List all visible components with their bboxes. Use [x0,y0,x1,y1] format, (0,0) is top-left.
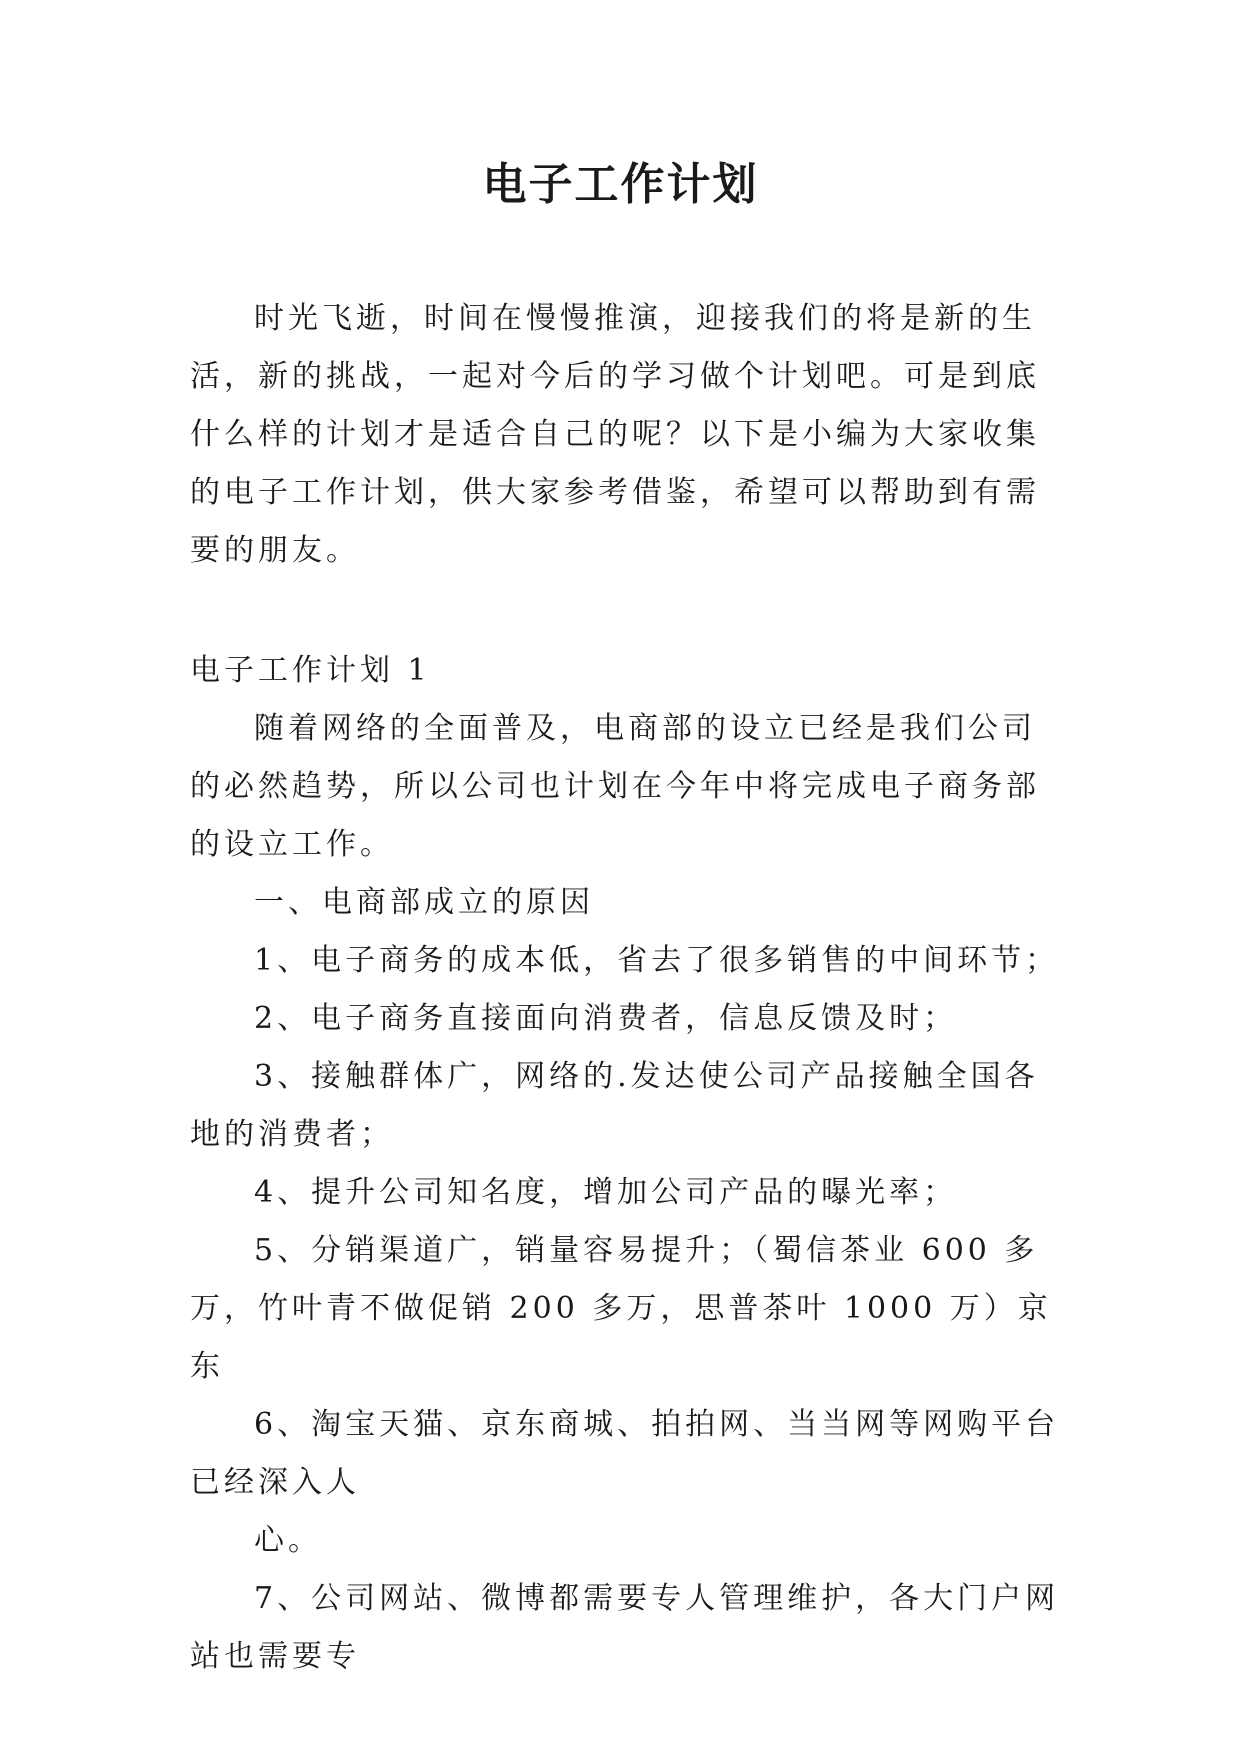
list-item: 4、提升公司知名度，增加公司产品的曝光率； [254,1175,958,1210]
section-heading: 电子工作计划 1 [190,653,431,688]
list-item: 3、接触群体广，网络的.发达使公司产品接触全国各地的消费者； [190,1059,1039,1152]
body-paragraph: 随着网络的全面普及，电商部的设立已经是我们公司的必然趋势，所以公司也计划在今年中将完成电子商务部的设立工作。 [190,711,1040,862]
subsection-heading: 一、电商部成立的原因 [254,885,594,920]
list-item: 6、淘宝天猫、京东商城、拍拍网、当当网等网购平台已经深入人 [190,1407,1060,1500]
list-item-continuation: 心。 [254,1523,322,1558]
document-body [190,290,1060,1686]
document-title: 电子工作计划 [482,159,759,210]
list-item: 5、分销渠道广，销量容易提升；（蜀信茶业 600 多万，竹叶青不做促销 200 多万，思普茶叶 1000 万）京东 [190,1233,1052,1384]
intro-paragraph: 时光飞逝，时间在慢慢推演，迎接我们的将是新的生活，新的挑战，一起对今后的学习做个计划吧。可是到底什么样的计划才是适合自己的呢？以下是小编为大家收集的电子工作计划，供大家参考借鉴，希望可以帮助到有需要的朋友。 [190,301,1040,568]
list-item: 1、电子商务的成本低，省去了很多销售的中间环节； [254,943,1060,978]
list-item: 2、电子商务直接面向消费者，信息反馈及时； [254,1001,958,1036]
list-item: 7、公司网站、微博都需要专人管理维护，各大门户网站也需要专 [190,1581,1060,1674]
